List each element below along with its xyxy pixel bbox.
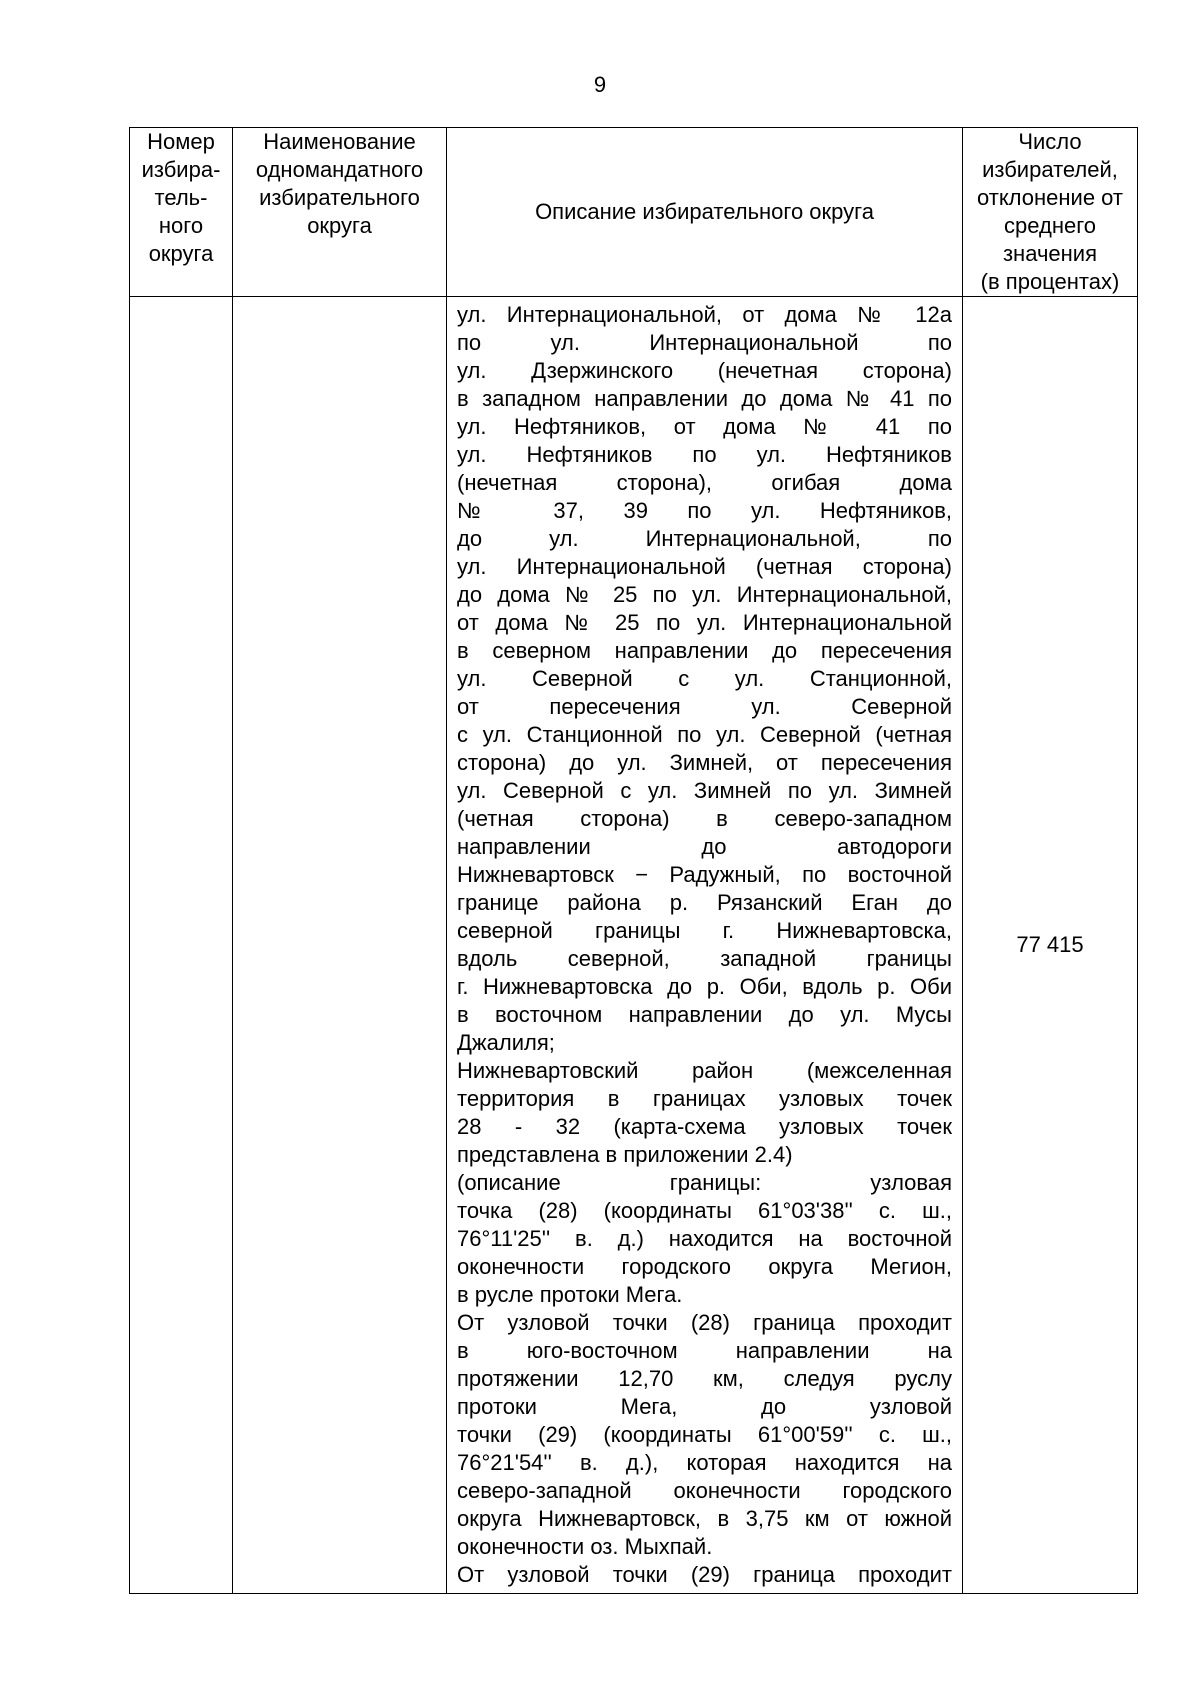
header-district-number: Номер избира- тель- ного округа — [130, 128, 233, 297]
description-line: ул. Северной с ул. Станционной, — [457, 666, 952, 691]
description-line: сторона) до ул. Зимней, от пересечения — [457, 750, 952, 775]
description-line: в русле протоки Мега. — [457, 1282, 683, 1307]
description-line: протоки Мега, до узловой — [457, 1394, 952, 1419]
description-line: северо-западной оконечности городского — [457, 1478, 952, 1503]
description-line: округа Нижневартовск, в 3,75 км от южной — [457, 1506, 952, 1531]
description-line: с ул. Станционной по ул. Северной (четная — [457, 722, 952, 747]
description-line: границе района р. Рязанский Еган до — [457, 890, 952, 915]
description-line: от дома № 25 по ул. Интернациональной — [457, 610, 952, 635]
description-line: г. Нижневартовска до р. Оби, вдоль р. Оби — [457, 974, 952, 999]
description-line: по ул. Интернациональной по — [457, 330, 952, 355]
description-line: оконечности городского округа Мегион, — [457, 1254, 952, 1279]
header-district-description: Описание избирательного округа — [447, 128, 963, 297]
description-line: северной границы г. Нижневартовска, — [457, 918, 952, 943]
description-line: вдоль северной, западной границы — [457, 946, 952, 971]
description-line: ул. Нефтяников, от дома № 41 по — [457, 414, 952, 439]
description-line: направлении до автодороги — [457, 834, 952, 859]
description-line: Нижневартовский район (межселенная — [457, 1058, 952, 1083]
description-line: 76°11'25'' в. д.) находится на восточной — [457, 1226, 952, 1251]
cell-district-name — [233, 297, 447, 1594]
description-line: от пересечения ул. Северной — [457, 694, 952, 719]
cell-district-description — [447, 297, 963, 1594]
cell-district-number — [130, 297, 233, 1594]
districts-table — [129, 127, 1138, 1594]
description-line: ул. Интернациональной, от дома № 12а — [457, 302, 952, 327]
description-line: в восточном направлении до ул. Мусы — [457, 1002, 952, 1027]
description-line: 76°21'54'' в. д.), которая находится на — [457, 1450, 952, 1475]
header-district-name: Наименование одномандатного избирательного округа — [233, 128, 447, 297]
description-line: представлена в приложении 2.4) — [457, 1142, 793, 1167]
description-line: оконечности оз. Мыхпай. — [457, 1534, 713, 1559]
description-line: От узловой точки (28) граница проходит — [457, 1310, 952, 1335]
description-line: Джалиля; — [457, 1030, 555, 1055]
description-line: территория в границах узловых точек — [457, 1086, 952, 1111]
description-line: ул. Нефтяников по ул. Нефтяников — [457, 442, 952, 467]
description-line: в северном направлении до пересечения — [457, 638, 952, 663]
description-line: ул. Северной с ул. Зимней по ул. Зимней — [457, 778, 952, 803]
description-line: до ул. Интернациональной, по — [457, 526, 952, 551]
description-line: Нижневартовск − Радужный, по восточной — [457, 862, 952, 887]
description-line: (четная сторона) в северо-западном — [457, 806, 952, 831]
header-voter-count: Число избирателей, отклонение от среднего значения (в процентах) — [963, 128, 1138, 297]
description-line: точка (28) (координаты 61°03'38'' с. ш., — [457, 1198, 952, 1223]
description-line: От узловой точки (29) граница проходит — [457, 1562, 952, 1587]
description-line: 28 - 32 (карта-схема узловых точек — [457, 1114, 952, 1139]
table-header-row — [130, 128, 1138, 297]
description-line: в западном направлении до дома № 41 по — [457, 386, 952, 411]
page-number: 9 — [593, 72, 607, 97]
description-line: точки (29) (координаты 61°00'59'' с. ш., — [457, 1422, 952, 1447]
description-line: ул. Дзержинского (нечетная сторона) — [457, 358, 952, 383]
description-line: (описание границы: узловая — [457, 1170, 952, 1195]
table-row — [130, 297, 1138, 1594]
description-line: до дома № 25 по ул. Интернациональной, — [457, 582, 952, 607]
description-line: ул. Интернациональной (четная сторона) — [457, 554, 952, 579]
description-line: в юго-восточном направлении на — [457, 1338, 952, 1363]
description-line: (нечетная сторона), огибая дома — [457, 470, 952, 495]
description-line: протяжении 12,70 км, следуя руслу — [457, 1366, 952, 1391]
description-line: № 37, 39 по ул. Нефтяников, — [457, 498, 952, 523]
cell-voter-count: 77 415 — [963, 297, 1138, 1594]
